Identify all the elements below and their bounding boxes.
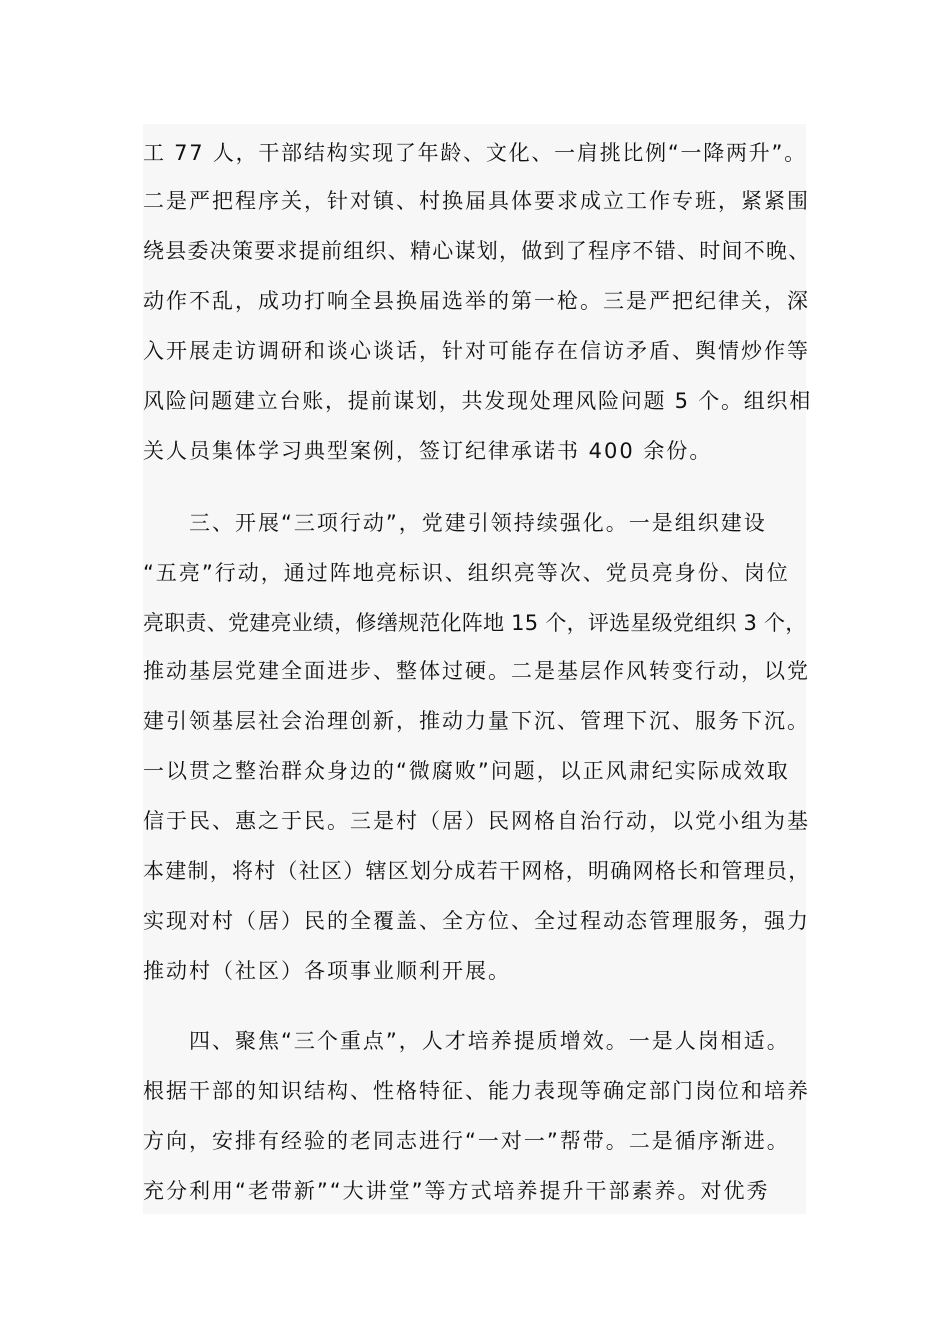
paragraph-2-line-7: 信于民、惠之于民。三是村（居）民网格自治行动，以党小组为基 <box>143 809 810 833</box>
paragraph-3-line-4: 充分利用“老带新”“大讲堂”等方式培养提升干部素养。对优秀 <box>143 1179 770 1203</box>
paragraph-2-line-5: 建引领基层社会治理创新，推动力量下沉、管理下沉、服务下沉。 <box>143 709 810 733</box>
paragraph-2-line-9: 实现对村（居）民的全覆盖、全方位、全过程动态管理服务，强力 <box>143 909 810 933</box>
paragraph-2-line-4: 推动基层党建全面进步、整体过硬。二是基层作风转变行动，以党 <box>143 659 810 683</box>
paragraph-3-line-1: 四、聚焦“三个重点”，人才培养提质增效。一是人岗相适。 <box>143 1029 790 1053</box>
paragraph-2-line-3: 亮职责、党建亮业绩，修缮规范化阵地 15 个，评选星级党组织 3 个， <box>143 611 807 635</box>
paragraph-1-line-3: 绕县委决策要求提前组织、精心谋划，做到了程序不错、时间不晚、 <box>143 239 811 263</box>
paragraph-2-line-8: 本建制，将村（社区）辖区划分成若干网格，明确网格长和管理员， <box>143 859 811 883</box>
paragraph-3-line-2: 根据干部的知识结构、性格特征、能力表现等确定部门岗位和培养 <box>143 1079 810 1103</box>
paragraph-1-line-2: 二是严把程序关，针对镇、村换届具体要求成立工作专班，紧紧围 <box>143 189 810 213</box>
paragraph-3-line-3: 方向，安排有经验的老同志进行“一对一”帮带。二是循序渐进。 <box>143 1129 790 1153</box>
paragraph-2-line-2: “五亮”行动，通过阵地亮标识、组织亮等次、党员亮身份、岗位 <box>143 561 790 585</box>
paragraph-1-line-4: 动作不乱，成功打响全县换届选举的第一枪。三是严把纪律关，深 <box>143 289 810 313</box>
paragraph-2-line-6: 一以贯之整治群众身边的“微腐败”问题，以正风肃纪实际成效取 <box>143 759 790 783</box>
paragraph-1-line-5: 入开展走访调研和谈心谈话，针对可能存在信访矛盾、舆情炒作等 <box>143 339 810 363</box>
paragraph-1-line-7: 关人员集体学习典型案例，签订纪律承诺书 400 余份。 <box>143 439 713 463</box>
paragraph-1-line-1: 工 77 人，干部结构实现了年龄、文化、一肩挑比例“一降两升”。 <box>143 141 807 165</box>
paragraph-2-line-10: 推动村（社区）各项事业顺利开展。 <box>143 959 511 983</box>
paragraph-2-line-1: 三、开展“三项行动”，党建引领持续强化。一是组织建设 <box>143 511 767 535</box>
paragraph-1-line-6: 风险问题建立台账，提前谋划，共发现处理风险问题 5 个。组织相 <box>143 389 812 413</box>
